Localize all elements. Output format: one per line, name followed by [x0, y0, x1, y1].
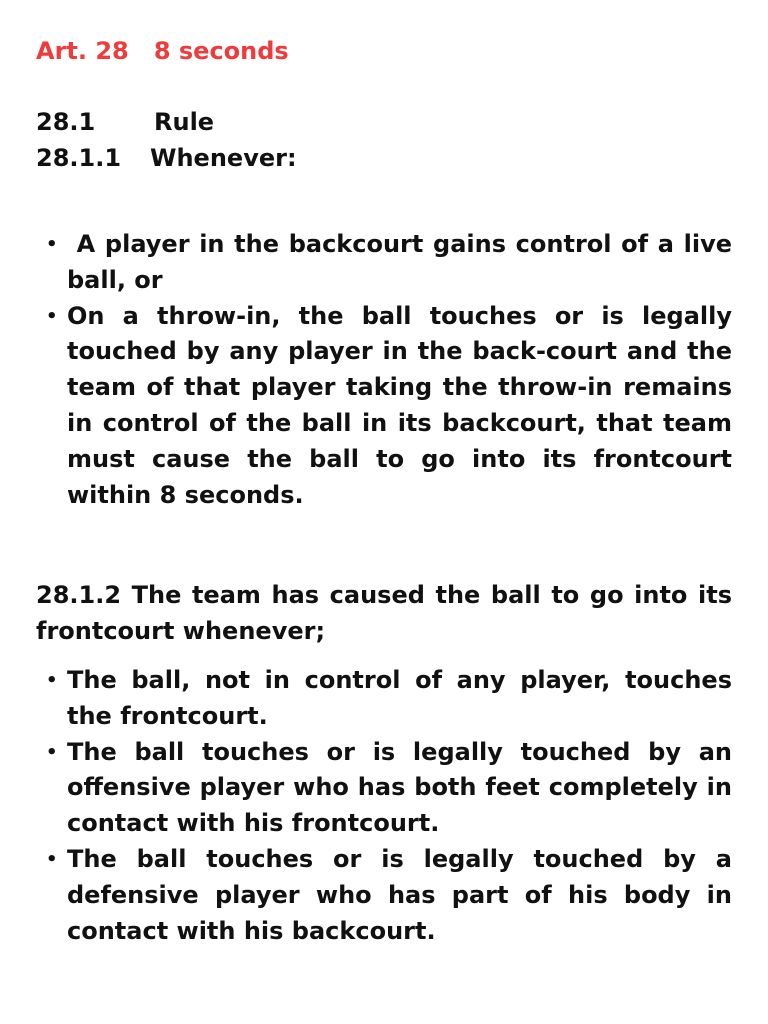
rule-number: 28.1 [36, 108, 96, 136]
list-item-text: On a throw-in, the ball touches or is legally touched by any player in the back-court and the team of that player taking the throw-in remains in control of the ball in its backcourt, that team must cause the ball to go into its frontcourt within 8 seconds. [67, 301, 732, 509]
rule-heading [36, 104, 214, 140]
list-item [0, 842, 768, 949]
list-item [0, 227, 768, 299]
bullet-icon: • [46, 234, 58, 255]
bullet-list-conditions [0, 227, 768, 513]
article-title: Art. 28 8 seconds [36, 37, 289, 65]
list-item-text: A player in the backcourt gains control of a live ball, or [67, 230, 741, 294]
list-item-text: The ball, not in control of any player, touches the frontcourt. [67, 666, 732, 730]
rule-label: Rule [154, 108, 215, 136]
list-item-text: The ball touches or is legally touched by an offensive player who has both feet completely in contact with his frontcourt. [67, 737, 732, 838]
list-item [0, 663, 768, 735]
subrule-label: Whenever: [150, 144, 297, 172]
bullet-list-frontcourt [0, 663, 768, 949]
list-item [0, 735, 768, 842]
subrule-heading [36, 140, 297, 176]
bullet-icon: • [46, 305, 58, 327]
bullet-icon: • [46, 848, 58, 870]
bullet-icon: • [46, 741, 58, 763]
bullet-icon: • [46, 670, 58, 691]
list-item-text: The ball touches or is legally touched by a defensive player who has part of his body in contact with his backcourt. [67, 844, 732, 945]
subrule-number: 28.1.1 [36, 144, 122, 172]
subrule-2-paragraph: 28.1.2 The team has caused the ball to go into its frontcourt whenever; [36, 581, 732, 645]
list-item [0, 299, 768, 514]
